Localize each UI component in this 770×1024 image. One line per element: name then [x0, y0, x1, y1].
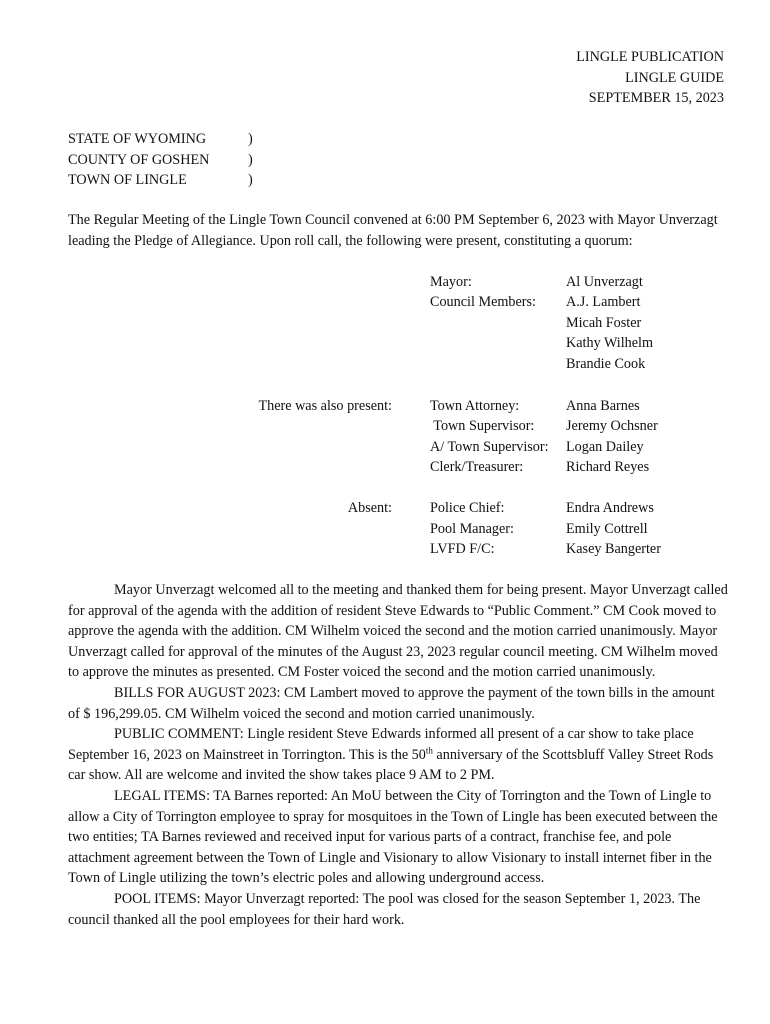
mayor-name: Al Unverzagt	[566, 274, 643, 290]
caption-paren: )	[248, 151, 253, 168]
intro-paragraph: The Regular Meeting of the Lingle Town Council convened at 6:00 PM September 6, 2023 with Mayor Unverzagt leading the Pledge of Allegiance. Upon roll call, the following were present, constituting a quorum:	[68, 212, 718, 249]
public-comment-text: PUBLIC COMMENT: Lingle resident Steve Edwards informed all present of a car show to take place September 16, 2023 on Mainstreet in Torrington. This is the 50	[68, 726, 694, 763]
staff-name: Jeremy Ochsner	[566, 418, 658, 434]
absent-title: Pool Manager:	[430, 521, 514, 537]
absent-name: Endra Andrews	[566, 500, 654, 516]
bills-paragraph: BILLS FOR AUGUST 2023: CM Lambert moved to approve the payment of the town bills in the amount of $ 196,299.05. CM Wilhelm voiced the second and motion carried unanimously.	[68, 684, 715, 722]
council-member-name: Brandie Cook	[566, 356, 646, 372]
mayor-label: Mayor:	[430, 274, 472, 290]
agenda-minutes-paragraph: Mayor Unverzagt welcomed all to the meeting and thanked them for being present. Mayor Unverzagt called for approval of the agenda with the addition of resident Steve Edwards to “Public Comment.” CM Cook moved to approve the agenda with the addition. CM Wilhelm voiced the second and the motion carried unanimously. Mayor Unverzagt called for approval of the minutes of the August 23, 2023 regular council meeting. CM Wilhelm moved to approve the minutes as presented. CM Foster voiced the second and the motion carried unanimously.	[68, 582, 728, 681]
absent-title: LVFD F/C:	[430, 541, 495, 557]
caption-county: COUNTY OF GOSHEN	[68, 151, 210, 168]
council-members-label: Council Members:	[430, 294, 536, 310]
council-member-name: Micah Foster	[566, 315, 642, 331]
public-comment-text-cont: anniversary of the Scottsbluff Valley Street Rods car show. All are welcome and invited the show takes place 9 AM to 2 PM.	[68, 746, 714, 784]
absent-title: Police Chief:	[430, 500, 505, 516]
publication-header	[576, 47, 724, 109]
staff-name: Logan Dailey	[566, 439, 644, 455]
jurisdiction-caption	[68, 129, 260, 191]
publication-guide: LINGLE GUIDE	[625, 69, 724, 86]
staff-title: Town Attorney:	[430, 398, 520, 414]
public-comment-paragraph	[68, 724, 728, 786]
staff-name: Anna Barnes	[566, 398, 640, 414]
caption-town: TOWN OF LINGLE	[68, 172, 187, 188]
caption-row	[68, 170, 260, 191]
absent-name: Kasey Bangerter	[566, 541, 661, 557]
absent-name: Emily Cottrell	[566, 521, 648, 537]
council-member-name: Kathy Wilhelm	[566, 335, 654, 351]
staff-title: Clerk/Treasurer:	[430, 459, 524, 475]
also-present-heading: There was also present:	[258, 398, 392, 414]
caption-row	[68, 129, 260, 150]
legal-items-paragraph: LEGAL ITEMS: TA Barnes reported: An MoU between the City of Torrington and the Town of Lingle to allow a City of Torrington employee to spray for mosquitoes in the Town of Lingle has been executed between the two entities; TA Barnes reviewed and received input for various parts of a contract, franchise fee, and pole attachment agreement between the Town of Lingle and Visionary to allow Visionary to install internet fiber in the Town of Lingle utilizing the town’s electric poles and allowing underground access.	[68, 787, 718, 887]
publication-name: LINGLE PUBLICATION	[576, 49, 724, 65]
caption-paren: )	[248, 172, 253, 188]
ordinal-suffix: th	[425, 745, 433, 756]
caption-paren: )	[248, 131, 253, 147]
caption-row	[68, 150, 260, 171]
publication-date: SEPTEMBER 15, 2023	[588, 90, 724, 106]
council-member-name: A.J. Lambert	[566, 294, 641, 310]
minutes-body	[68, 580, 728, 930]
pool-items-paragraph: POOL ITEMS: Mayor Unverzagt reported: The pool was closed for the season September 1, 2023. The council thanked all the pool employees for their hard work.	[68, 890, 701, 928]
staff-name: Richard Reyes	[566, 459, 650, 475]
absent-heading: Absent:	[347, 500, 392, 516]
caption-state: STATE OF WYOMING	[68, 131, 207, 147]
staff-title: Town Supervisor:	[430, 418, 535, 434]
staff-title: A/ Town Supervisor:	[430, 439, 549, 455]
